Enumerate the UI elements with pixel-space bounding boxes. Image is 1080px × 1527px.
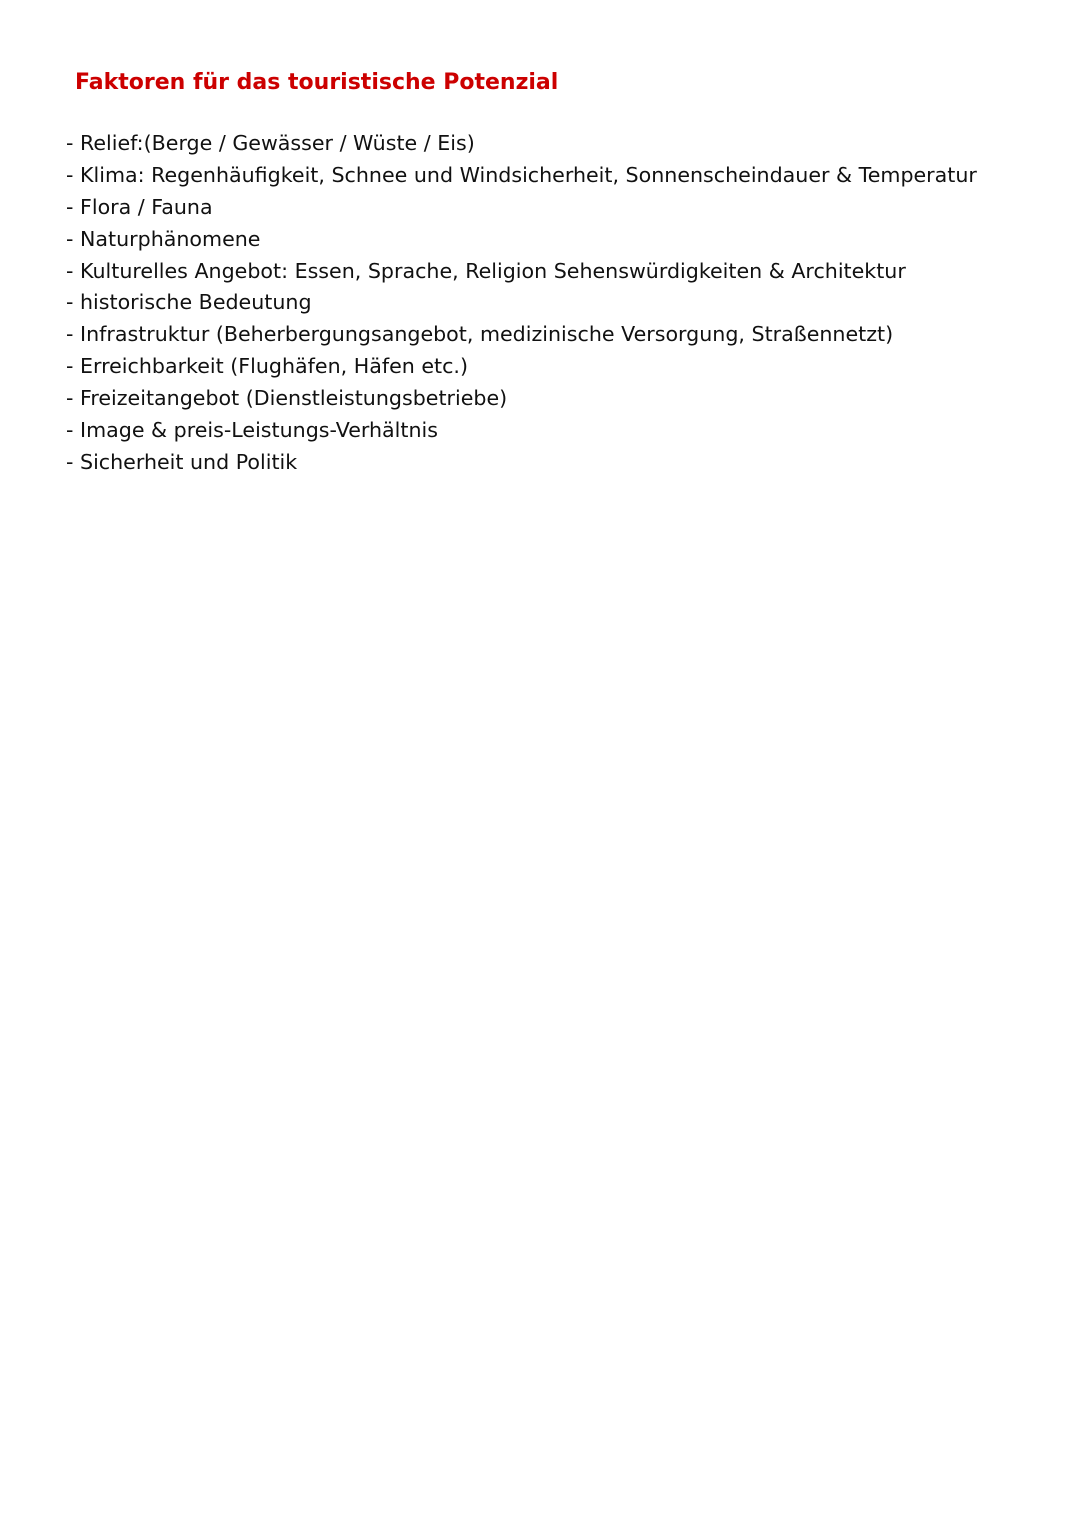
list-item [66,383,977,415]
bullet-dash: - [66,194,74,219]
factor-text: Sicherheit und Politik [80,449,298,474]
factor-text: Flora / Fauna [80,194,213,219]
factor-text: Relief:(Berge / Gewässer / Wüste / Eis) [80,131,475,155]
factor-text: Freizeitangebot (Dienstleistungsbetriebe) [80,386,508,411]
list-item [66,256,977,288]
factor-list [66,128,977,479]
list-item [66,351,977,383]
page-title: Faktoren für das touristische Potenzial [75,70,559,95]
factor-text: Erreichbarkeit (Flughäfen, Häfen etc.) [80,354,468,379]
bullet-dash: - [66,449,74,474]
list-item [66,192,977,224]
list-item [66,287,977,319]
bullet-dash: - [66,418,74,443]
factor-text: historische Bedeutung [80,290,312,315]
factor-text: Kulturelles Angebot: Essen, Sprache, Religion Sehenswürdigkeiten & Architektur [80,258,906,283]
bullet-dash: - [66,226,74,251]
factor-text: Klima: Regenhäufigkeit, Schnee und Windsicherheit, Sonnenscheindauer & Temperatur [80,162,977,187]
list-item [66,224,977,256]
bullet-dash: - [66,354,74,379]
list-item [66,447,977,479]
bullet-dash: - [66,162,74,187]
list-item [66,415,977,447]
bullet-dash: - [66,386,74,411]
bullet-dash: - [66,322,74,347]
factor-text: Image & preis-Leistungs-Verhältnis [80,418,438,443]
factor-text: Naturphänomene [80,226,261,251]
bullet-dash: - [66,131,74,155]
factor-text: Infrastruktur (Beherbergungsangebot, medizinische Versorgung, Straßennetzt) [80,322,894,347]
bullet-dash: - [66,290,74,315]
bullet-dash: - [66,258,74,283]
list-item [66,160,977,192]
list-item [66,319,977,351]
list-item [66,128,977,160]
